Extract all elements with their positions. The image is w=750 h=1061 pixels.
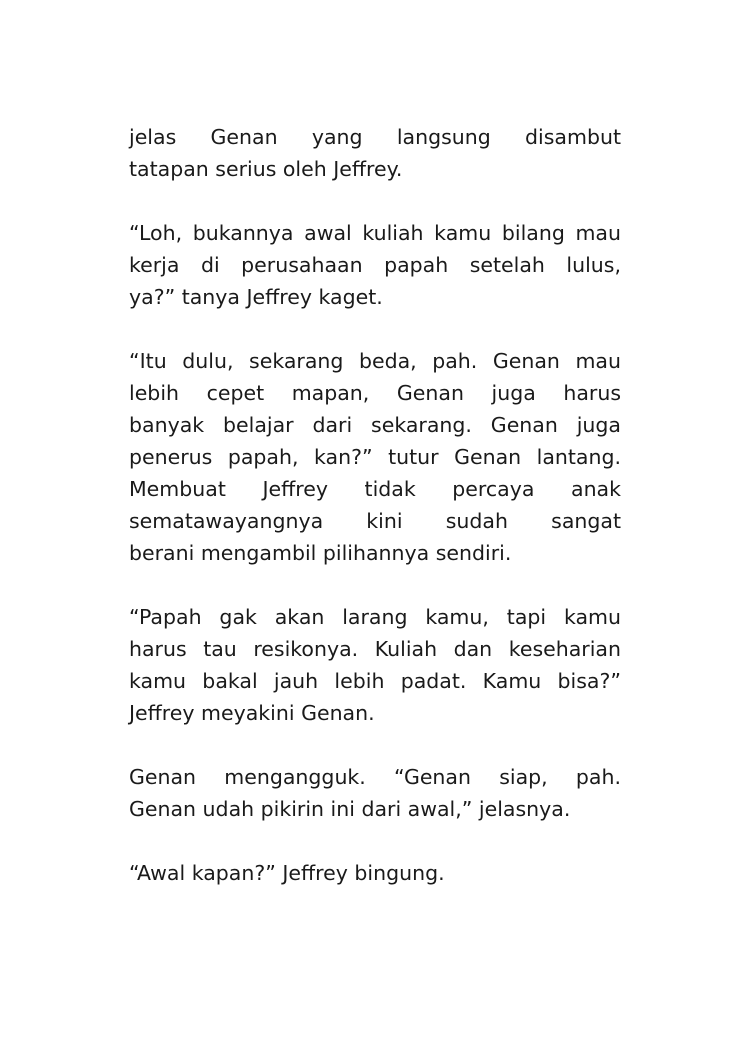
paragraph-4-line-1: “Papah gak akan larang kamu, tapi kamu [129, 605, 621, 629]
paragraph-gap [129, 825, 621, 857]
paragraph-6-line-1: “Awal kapan?” Jeffrey bingung. [129, 861, 445, 885]
story-text [129, 121, 621, 889]
paragraph-3-line-5: Membuat Jeffrey tidak percaya anak [129, 477, 621, 501]
paragraph-1-line-2: tatapan serius oleh Jeffrey. [129, 157, 403, 181]
paragraph-gap [129, 729, 621, 761]
paragraph-4-line-2: harus tau resikonya. Kuliah dan keseharian [129, 637, 621, 661]
paragraph-4-line-3: kamu bakal jauh lebih padat. Kamu bisa?” [129, 669, 621, 693]
paragraph-gap [129, 313, 621, 345]
paragraph-3-line-3: banyak belajar dari sekarang. Genan juga [129, 413, 621, 437]
paragraph-1-line-1: jelas Genan yang langsung disambut [129, 125, 621, 149]
paragraph-3-line-6: sematawayangnya kini sudah sangat [129, 509, 621, 533]
paragraph-3-line-2: lebih cepet mapan, Genan juga harus [129, 381, 621, 405]
paragraph-2-line-1: “Loh, bukannya awal kuliah kamu bilang mau [129, 221, 621, 245]
paragraph-5-line-2: Genan udah pikirin ini dari awal,” jelasnya. [129, 797, 571, 821]
paragraph-gap [129, 185, 621, 217]
paragraph-2-line-3: ya?” tanya Jeffrey kaget. [129, 285, 383, 309]
paragraph-3-line-1: “Itu dulu, sekarang beda, pah. Genan mau [129, 349, 621, 373]
paragraph-4-line-4: Jeffrey meyakini Genan. [129, 701, 375, 725]
paragraph-5-line-1: Genan mengangguk. “Genan siap, pah. [129, 765, 621, 789]
paragraph-2-line-2: kerja di perusahaan papah setelah lulus, [129, 253, 621, 277]
paragraph-3-line-7: berani mengambil pilihannya sendiri. [129, 541, 512, 565]
paragraph-gap [129, 569, 621, 601]
paragraph-3-line-4: penerus papah, kan?” tutur Genan lantang. [129, 445, 621, 469]
